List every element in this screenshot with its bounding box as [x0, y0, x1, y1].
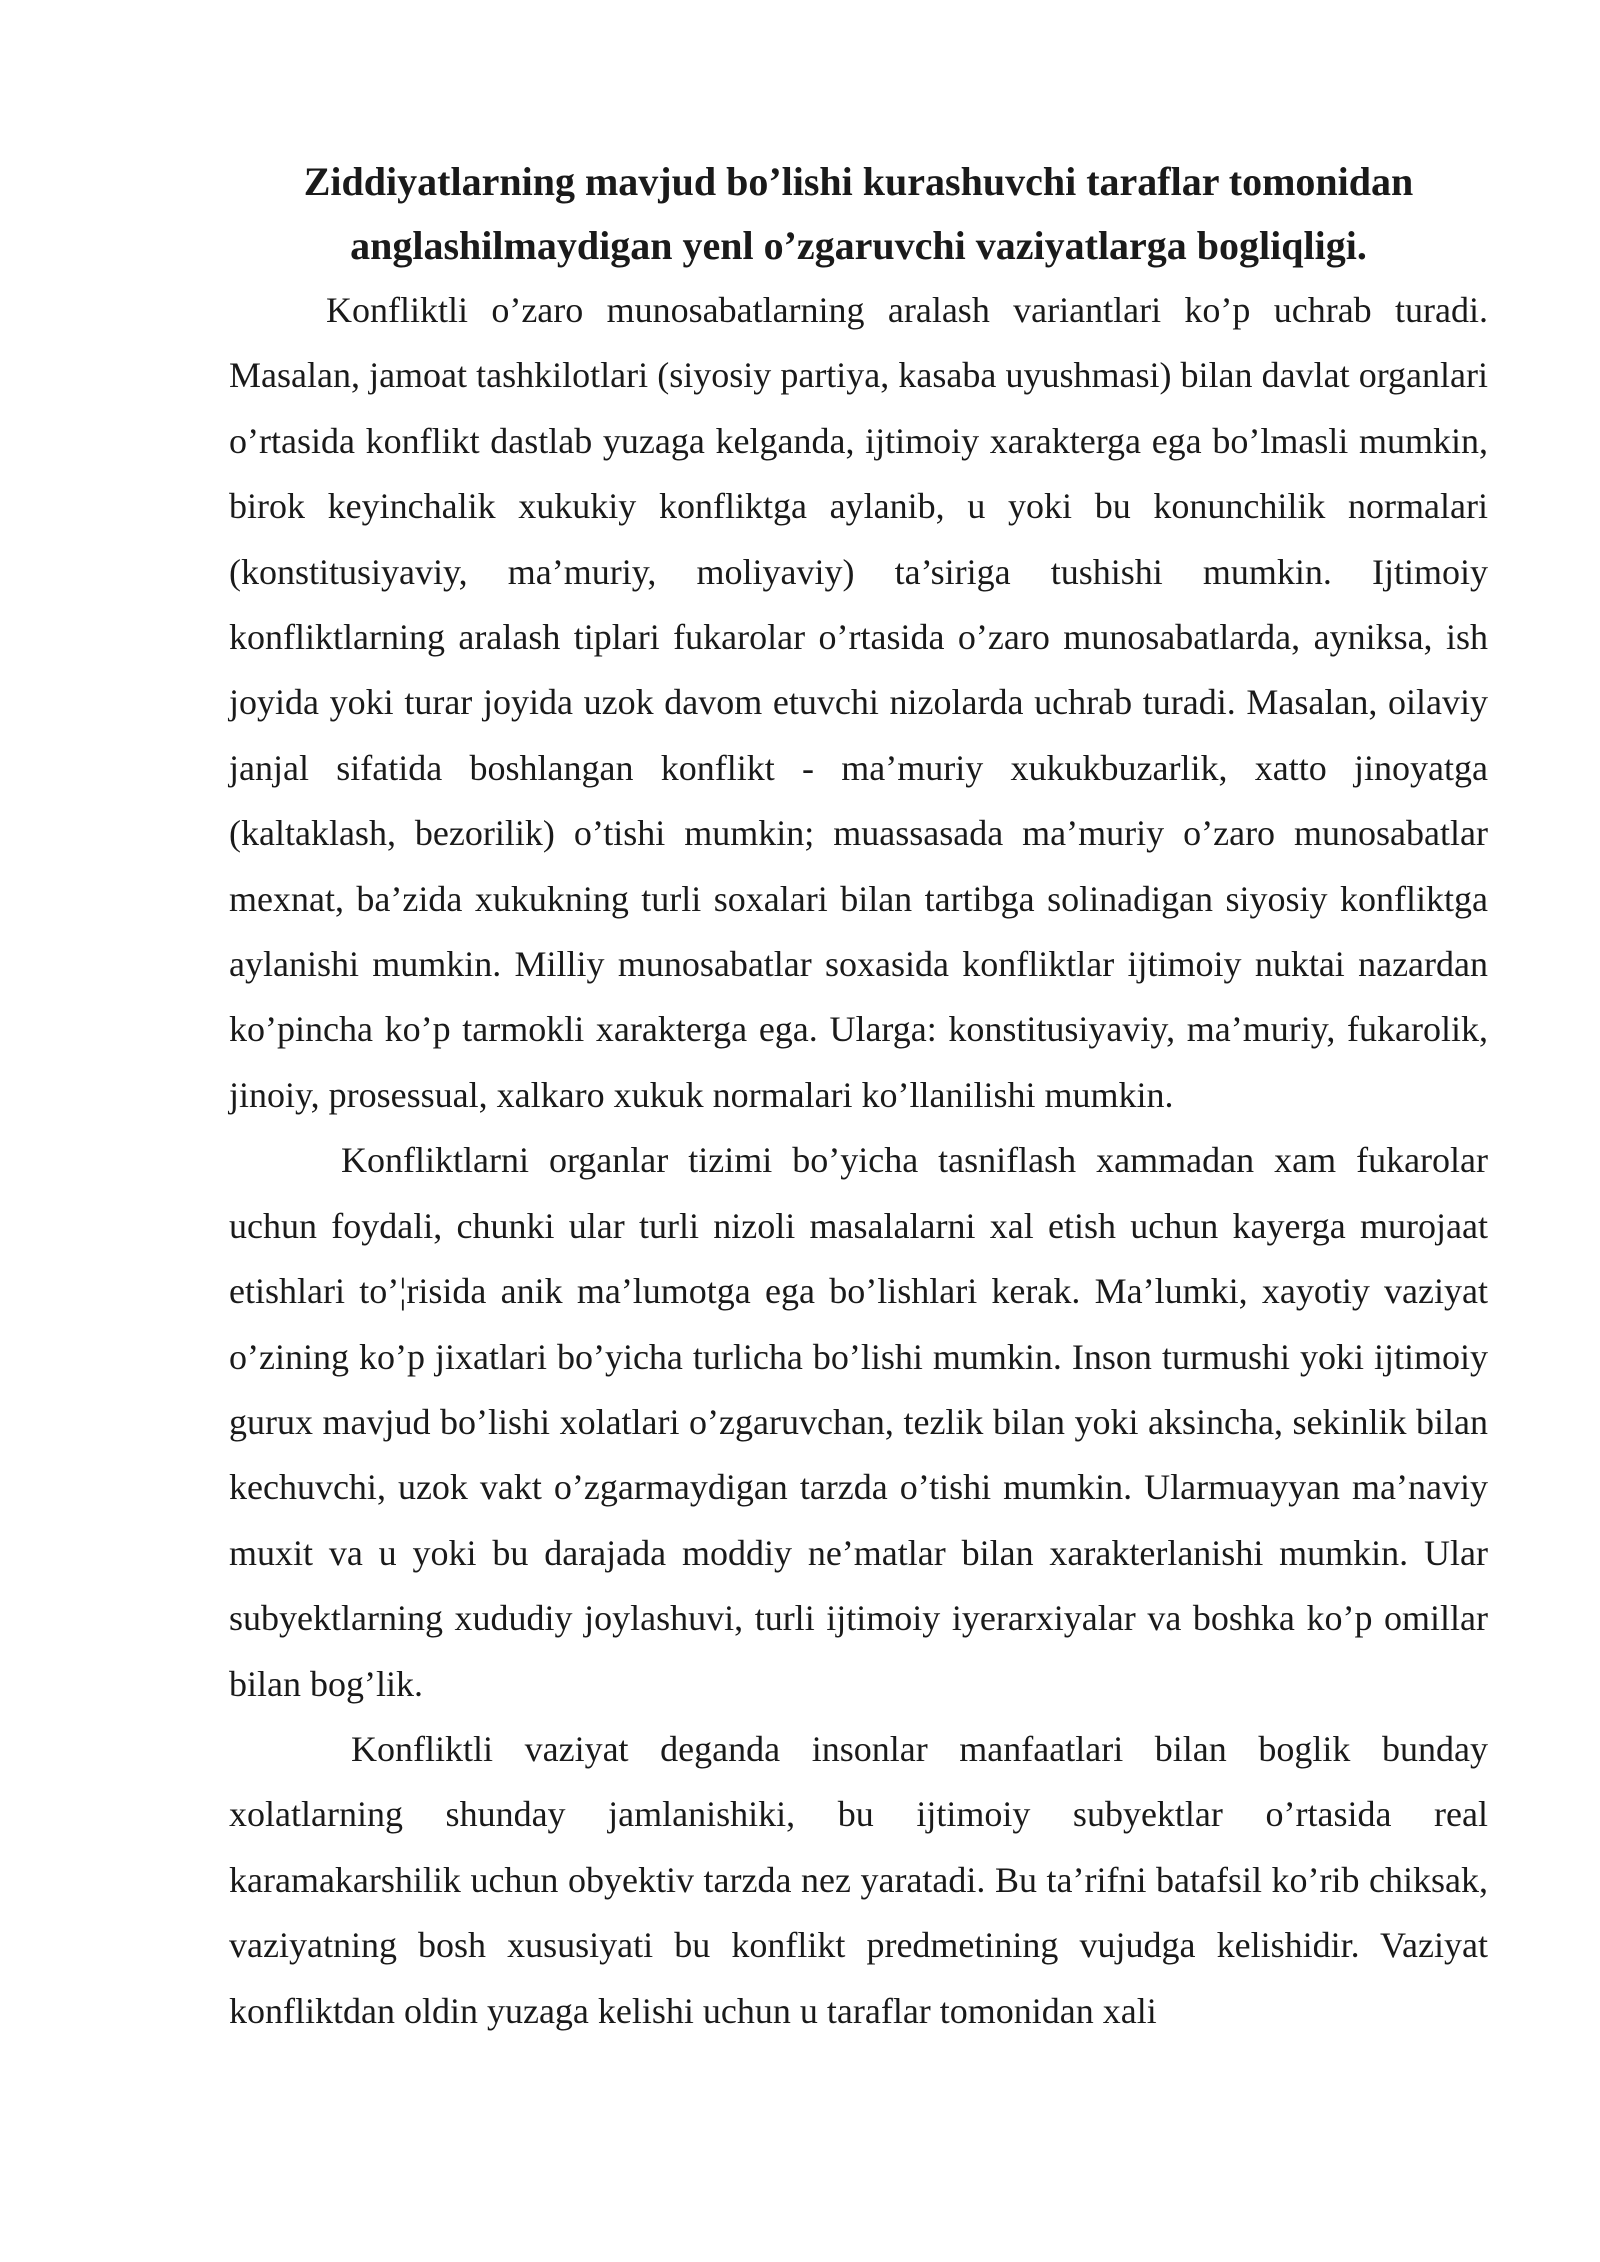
paragraph-1: Konfliktli o’zaro munosabatlarning aralash variantlari ko’p uchrab turadi. Masalan, jamoat tashkilotlari (siyosiy partiya, kasaba uyushmasi) bilan davlat organlari o’rtasida konflikt dastlab yuzaga kelganda, ijtimoiy xarakterga ega bo’lmasli mumkin, birok keyinchalik xukukiy konfliktga aylanib, u yoki bu konunchilik normalari (konstitusiyaviy, ma’muriy, moliyaviy) ta’siriga tushishi mumkin. Ijtimoiy konfliktlarning aralash tiplari fukarolar o’rtasida o’zaro munosabatlarda, ayniksa, ish joyida yoki turar joyida uzok davom etuvchi nizolarda uchrab turadi. Masalan, oilaviy janjal sifatida boshlangan konflikt - ma’muriy xukukbuzarlik, xatto jinoyatga (kaltaklash, bezorilik) o’tishi mumkin; muassasada ma’muriy o’zaro munosabatlar mexnat, ba’zida xukukning turli soxalari bilan tartibga solinadigan siyosiy konfliktga aylanishi mumkin. Milliy munosabatlar soxasida konfliktlar ijtimoiy nuktai nazardan ko’pincha ko’p tarmokli xarakterga ega. Ularga: konstitusiyaviy, ma’muriy, fukarolik, jinoiy, prosessual, xalkaro xukuk normalari ko’llanilishi mumkin. [229, 290, 1488, 1115]
document-title [229, 150, 1488, 278]
paragraph-3: Konfliktli vaziyat deganda insonlar manfaatlari bilan boglik bunday xolatlarning shunday jamlanishiki, bu ijtimoiy subyektlar o’rtasida real karamakarshilik uchun obyektiv tarzda nez yaratadi. Bu ta’rifni batafsil ko’rib chiksak, vaziyatning bosh xususiyati bu konflikt predmetining vujudga kelishidir. Vaziyat konfliktdan oldin yuzaga kelishi uchun u taraflar tomonidan xali [229, 1728, 1488, 2031]
title-line-2: anglashilmaydigan yenl o’zgaruvchi vaziyatlarga bogliqligi. [350, 223, 1367, 268]
document-body [229, 150, 1488, 2044]
paragraph-2: Konfliktlarni organlar tizimi bo’yicha tasniflash xammadan xam fukarolar uchun foydali, chunki ular turli nizoli masalalarni xal etish uchun kayerga murojaat etishlari to’¦risida anik ma’lumotga ega bo’lishlari kerak. Ma’lumki, xayotiy vaziyat o’zining ko’p jixatlari bo’yicha turlicha bo’lishi mumkin. Inson turmushi yoki ijtimoiy gurux mavjud bo’lishi xolatlari o’zgaruvchan, tezlik bilan yoki aksincha, sekinlik bilan kechuvchi, uzok vakt o’zgarmaydigan tarzda o’tishi mumkin. Ularmuayyan ma’naviy muxit va u yoki bu darajada moddiy ne’matlar bilan xarakterlanishi mumkin. Ular subyektlarning xududiy joylashuvi, turli ijtimoiy iyerarxiyalar va boshka ko’p omillar bilan bog’lik. [229, 1140, 1488, 1704]
title-line-1: Ziddiyatlarning mavjud bo’lishi kurashuvchi taraflar tomonidan [303, 159, 1414, 204]
